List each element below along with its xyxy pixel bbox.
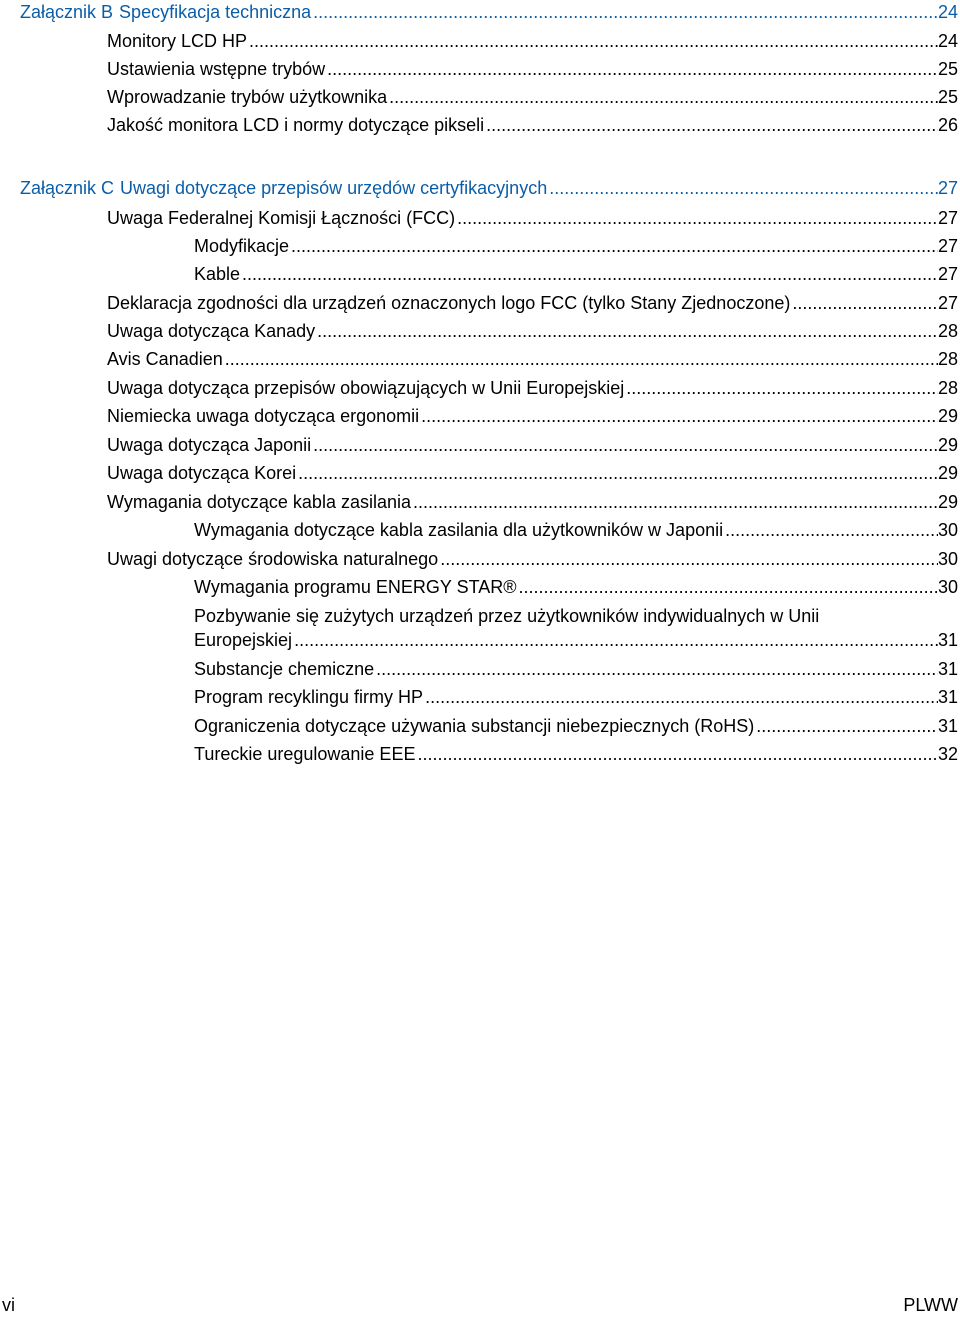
footer-doc-code: PLWW — [903, 1295, 958, 1315]
appendix-label: Załącznik C — [20, 178, 115, 198]
toc-entry[interactable] — [107, 347, 958, 371]
toc-entry[interactable] — [107, 490, 958, 514]
dot-leader — [455, 206, 938, 230]
dot-leader — [247, 29, 938, 53]
page-number: 31 — [937, 659, 958, 679]
toc-entry[interactable] — [194, 518, 958, 542]
toc-entry[interactable] — [107, 376, 958, 400]
dot-leader — [517, 575, 938, 599]
toc-entry[interactable] — [194, 685, 958, 709]
toc-entry-title: Uwaga dotycząca Kanady — [107, 321, 316, 341]
dot-leader — [289, 234, 938, 258]
toc-entry-title: Uwaga Federalnej Komisji Łączności (FCC) — [107, 208, 456, 228]
dot-leader — [419, 404, 938, 428]
toc-entry-title: Uwagi dotyczące środowiska naturalnego — [107, 549, 439, 569]
dot-leader — [790, 291, 938, 315]
page-number: 31 — [937, 630, 958, 650]
toc-entry[interactable] — [107, 113, 958, 137]
dot-leader — [292, 628, 938, 652]
toc-entry[interactable] — [194, 657, 958, 681]
page-number: 25 — [937, 59, 958, 79]
dot-leader — [438, 547, 938, 571]
toc-entry-title: Wprowadzanie trybów użytkownika — [107, 87, 388, 107]
toc-entry-title: Program recyklingu firmy HP — [194, 687, 424, 707]
dot-leader — [240, 262, 938, 286]
page-number: 28 — [937, 321, 958, 341]
page-number: 29 — [937, 406, 958, 426]
page-number: 31 — [937, 687, 958, 707]
toc-entry[interactable] — [107, 319, 958, 343]
toc-entry-title: Kable — [194, 264, 241, 284]
toc-entry[interactable] — [107, 291, 958, 315]
toc-entry-title-line1[interactable]: Pozbywanie się zużytych urządzeń przez użytkowników indywidualnych w Unii — [194, 606, 820, 626]
dot-leader — [374, 657, 938, 681]
toc-entry[interactable] — [107, 433, 958, 457]
page-number: 30 — [937, 577, 958, 597]
toc-entry-title-line2: Europejskiej — [194, 630, 293, 650]
toc-appendix-c-title — [20, 176, 547, 200]
toc-entry[interactable] — [107, 85, 958, 109]
toc-entry-title: Wymagania programu ENERGY STAR® — [194, 577, 517, 597]
toc-appendix-b[interactable] — [20, 0, 958, 24]
toc-entry[interactable] — [107, 29, 958, 53]
toc-entry-title: Wymagania dotyczące kabla zasilania — [107, 492, 411, 512]
page-number: 30 — [937, 549, 958, 569]
dot-leader — [311, 433, 938, 457]
dot-leader — [547, 176, 938, 200]
dot-leader — [723, 518, 938, 542]
toc-entry[interactable] — [194, 234, 958, 258]
toc-entry[interactable] — [107, 57, 958, 81]
page-number: 32 — [937, 744, 958, 764]
page-number: 26 — [937, 115, 958, 135]
dot-leader — [411, 490, 938, 514]
toc-entry-title: Monitory LCD HP — [107, 31, 248, 51]
toc-appendix-c[interactable] — [20, 176, 958, 200]
dot-leader — [423, 685, 938, 709]
page-number: 25 — [937, 87, 958, 107]
dot-leader — [387, 85, 938, 109]
footer-page-number: vi — [2, 1295, 15, 1315]
page-number: 29 — [937, 492, 958, 512]
toc-entry-title: Uwaga dotycząca Korei — [107, 463, 297, 483]
toc-entry[interactable] — [107, 206, 958, 230]
page-number: 27 — [937, 178, 958, 198]
page-number: 28 — [937, 349, 958, 369]
toc-entry-title: Tureckie uregulowanie EEE — [194, 744, 416, 764]
toc-entry-title: Uwaga dotycząca przepisów obowiązujących w Unii Europejskiej — [107, 378, 625, 398]
toc-entry[interactable] — [194, 742, 958, 766]
page-number: 29 — [937, 435, 958, 455]
page-number: 27 — [937, 264, 958, 284]
toc-entry[interactable] — [194, 628, 958, 652]
page-number: 27 — [937, 236, 958, 256]
toc-entry-title: Wymagania dotyczące kabla zasilania dla użytkowników w Japonii — [194, 520, 724, 540]
page-number: 31 — [937, 716, 958, 736]
toc-entry[interactable] — [107, 461, 958, 485]
toc-entry-title: Deklaracja zgodności dla urządzeń oznaczonych logo FCC (tylko Stany Zjednoczone) — [107, 293, 791, 313]
dot-leader — [754, 714, 938, 738]
dot-leader — [315, 319, 938, 343]
page-number: 24 — [937, 31, 958, 51]
appendix-title: Uwagi dotyczące przepisów urzędów certyfikacyjnych — [120, 178, 548, 198]
dot-leader — [296, 461, 938, 485]
dot-leader — [415, 742, 938, 766]
page-number: 30 — [937, 520, 958, 540]
toc-entry-title: Modyfikacje — [194, 236, 290, 256]
page-number: 28 — [937, 378, 958, 398]
page-number: 27 — [937, 293, 958, 313]
toc-entry[interactable] — [194, 575, 958, 599]
toc-entry[interactable] — [107, 547, 958, 571]
dot-leader — [484, 113, 938, 137]
toc-entry[interactable] — [194, 714, 958, 738]
toc-entry[interactable] — [194, 262, 958, 286]
toc-entry-title: Ustawienia wstępne trybów — [107, 59, 326, 79]
toc-entry[interactable] — [107, 404, 958, 428]
page-number: 24 — [937, 2, 958, 22]
dot-leader — [624, 376, 938, 400]
dot-leader — [223, 347, 938, 371]
toc-entry-title: Uwaga dotycząca Japonii — [107, 435, 312, 455]
dot-leader — [311, 0, 938, 24]
appendix-label: Załącznik B — [20, 2, 114, 22]
toc-entry-title: Ograniczenia dotyczące używania substancji niebezpiecznych (RoHS) — [194, 716, 755, 736]
toc-entry-title: Jakość monitora LCD i normy dotyczące pikseli — [107, 115, 485, 135]
page-number: 27 — [937, 208, 958, 228]
toc-entry-title: Avis Canadien — [107, 349, 223, 369]
page-number: 29 — [937, 463, 958, 483]
appendix-title: Specyfikacja techniczna — [119, 2, 312, 22]
toc-entry-title: Niemiecka uwaga dotycząca ergonomii — [107, 406, 420, 426]
dot-leader — [325, 57, 938, 81]
toc-appendix-b-title — [20, 0, 311, 24]
toc-entry-title: Substancje chemiczne — [194, 659, 375, 679]
